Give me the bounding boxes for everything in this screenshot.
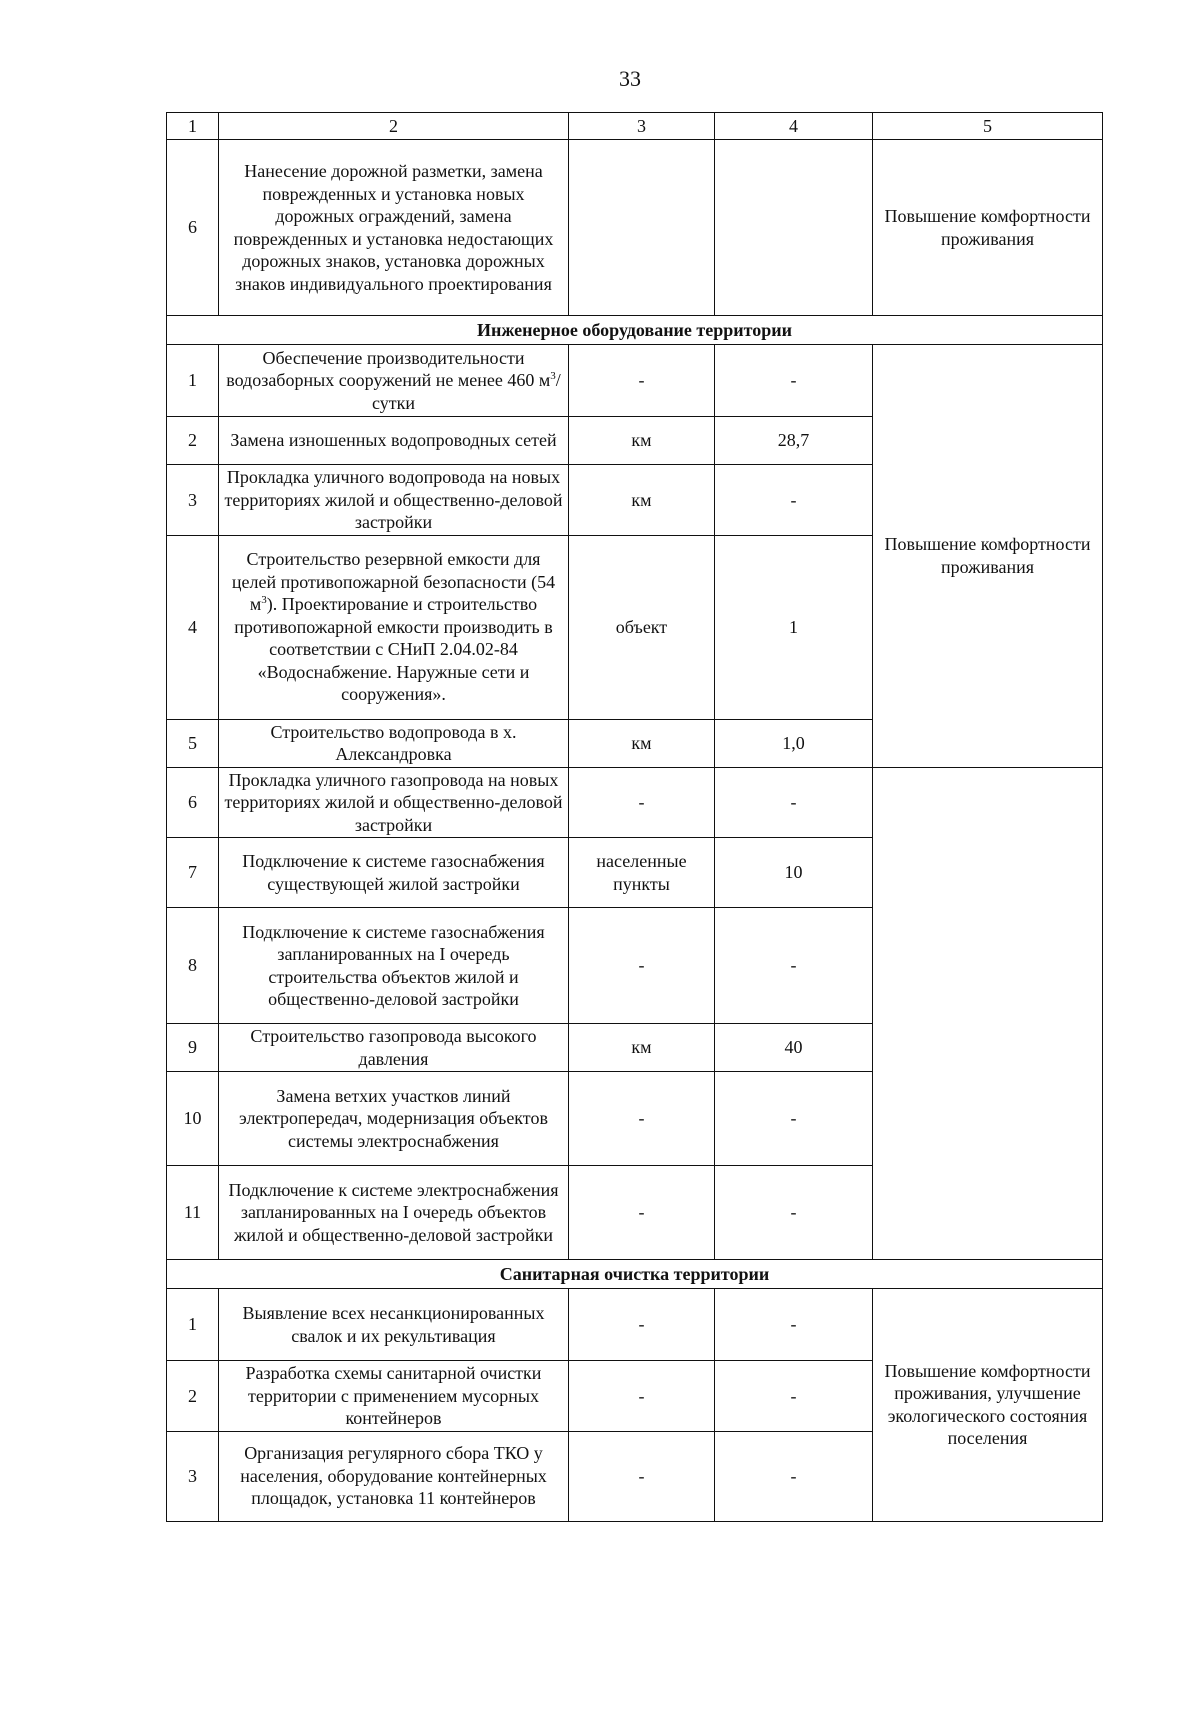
header-cell: 2 bbox=[219, 113, 569, 140]
measure-name: Строительство газопровода высокого давления bbox=[219, 1024, 569, 1072]
amount-cell: - bbox=[715, 1361, 873, 1432]
header-cell: 1 bbox=[167, 113, 219, 140]
measure-name: Обеспечение производительности водозаборных сооружений не менее 460 $м^3$/сутки bbox=[219, 345, 569, 417]
row-number: 7 bbox=[167, 838, 219, 908]
row-number: 3 bbox=[167, 465, 219, 536]
empty-result-cell bbox=[873, 767, 1103, 1260]
result-cell: Повышение комфортности проживания bbox=[873, 140, 1103, 316]
unit-cell: км bbox=[569, 1024, 715, 1072]
measure-name: Разработка схемы санитарной очистки территории с применением мусорных контейнеров bbox=[219, 1361, 569, 1432]
measure-name: Замена ветхих участков линий электропередач, модернизация объектов системы электроснабжения bbox=[219, 1072, 569, 1166]
row-number: 9 bbox=[167, 1024, 219, 1072]
unit-cell: - bbox=[569, 767, 715, 838]
amount-cell: 28,7 bbox=[715, 417, 873, 465]
amount-cell: - bbox=[715, 1431, 873, 1521]
amount-cell: 10 bbox=[715, 838, 873, 908]
header-cell: 4 bbox=[715, 113, 873, 140]
unit-cell: км bbox=[569, 417, 715, 465]
unit-cell: объект bbox=[569, 535, 715, 719]
row-number: 10 bbox=[167, 1072, 219, 1166]
amount-cell: 1,0 bbox=[715, 719, 873, 767]
row-number: 8 bbox=[167, 908, 219, 1024]
row-number: 6 bbox=[167, 767, 219, 838]
measure-name: Прокладка уличного водопровода на новых территориях жилой и общественно-деловой застройки bbox=[219, 465, 569, 536]
section-header-row bbox=[167, 1260, 1103, 1289]
section-title: Инженерное оборудование территории bbox=[167, 316, 1103, 345]
measure-name: Строительство водопровода в х. Александровка bbox=[219, 719, 569, 767]
measure-name: Нанесение дорожной разметки, замена поврежденных и установка новых дорожных ограждений, замена поврежденных и установка недостающих дорожных знаков, установка дорожных знаков индивидуального проектирования bbox=[219, 140, 569, 316]
measure-name: Строительство резервной емкости для целей противопожарной безопасности (54 $м^3$). Проектирование и строительство противопожарной емкости производить в соответствии с СНиП 2.04.02-84 «Водоснабжение. Наружные сети и сооружения». bbox=[219, 535, 569, 719]
superscript: 3 bbox=[261, 594, 267, 607]
amount-cell: - bbox=[715, 1072, 873, 1166]
amount-cell: - bbox=[715, 345, 873, 417]
amount-cell bbox=[715, 140, 873, 316]
page-number: 33 bbox=[619, 66, 641, 91]
measure-name: Замена изношенных водопроводных сетей bbox=[219, 417, 569, 465]
row-number: 3 bbox=[167, 1431, 219, 1521]
amount-cell: 1 bbox=[715, 535, 873, 719]
unit-cell: км bbox=[569, 719, 715, 767]
result-cell: Повышение комфортности проживания bbox=[873, 345, 1103, 768]
measure-name: Подключение к системе электроснабжения запланированных на I очередь объектов жилой и общественно-деловой застройки bbox=[219, 1166, 569, 1260]
unit-cell: - bbox=[569, 1289, 715, 1361]
unit-cell: населенные пункты bbox=[569, 838, 715, 908]
amount-cell: - bbox=[715, 1289, 873, 1361]
result-cell: Повышение комфортности проживания, улучшение экологического состояния поселения bbox=[873, 1289, 1103, 1522]
unit-cell: - bbox=[569, 1166, 715, 1260]
amount-cell: 40 bbox=[715, 1024, 873, 1072]
row-number: 11 bbox=[167, 1166, 219, 1260]
amount-cell: - bbox=[715, 465, 873, 536]
row-number: 2 bbox=[167, 1361, 219, 1432]
measures-table bbox=[166, 112, 1103, 1522]
unit-cell: - bbox=[569, 908, 715, 1024]
unit-cell: - bbox=[569, 1431, 715, 1521]
measure-name: Прокладка уличного газопровода на новых территориях жилой и общественно-деловой застройки bbox=[219, 767, 569, 838]
measure-name: Подключение к системе газоснабжения существующей жилой застройки bbox=[219, 838, 569, 908]
section-header-row bbox=[167, 316, 1103, 345]
row-number: 6 bbox=[167, 140, 219, 316]
table-row bbox=[167, 767, 1103, 838]
row-number: 4 bbox=[167, 535, 219, 719]
table-row bbox=[167, 345, 1103, 417]
unit-cell: - bbox=[569, 1361, 715, 1432]
amount-cell: - bbox=[715, 767, 873, 838]
unit-cell: - bbox=[569, 345, 715, 417]
unit-cell: км bbox=[569, 465, 715, 536]
section-title: Санитарная очистка территории bbox=[167, 1260, 1103, 1289]
header-cell: 5 bbox=[873, 113, 1103, 140]
amount-cell: - bbox=[715, 1166, 873, 1260]
header-row bbox=[167, 113, 1103, 140]
table-row bbox=[167, 1289, 1103, 1361]
row-number: 1 bbox=[167, 1289, 219, 1361]
row-number: 1 bbox=[167, 345, 219, 417]
superscript: 3 bbox=[550, 370, 556, 383]
measure-name: Организация регулярного сбора ТКО у населения, оборудование контейнерных площадок, установка 11 контейнеров bbox=[219, 1431, 569, 1521]
header-cell: 3 bbox=[569, 113, 715, 140]
amount-cell: - bbox=[715, 908, 873, 1024]
unit-cell: - bbox=[569, 1072, 715, 1166]
unit-cell bbox=[569, 140, 715, 316]
row-number: 5 bbox=[167, 719, 219, 767]
table-row bbox=[167, 140, 1103, 316]
measure-name: Выявление всех несанкционированных свалок и их рекультивация bbox=[219, 1289, 569, 1361]
row-number: 2 bbox=[167, 417, 219, 465]
measure-name: Подключение к системе газоснабжения запланированных на I очередь строительства объектов жилой и общественно-деловой застройки bbox=[219, 908, 569, 1024]
